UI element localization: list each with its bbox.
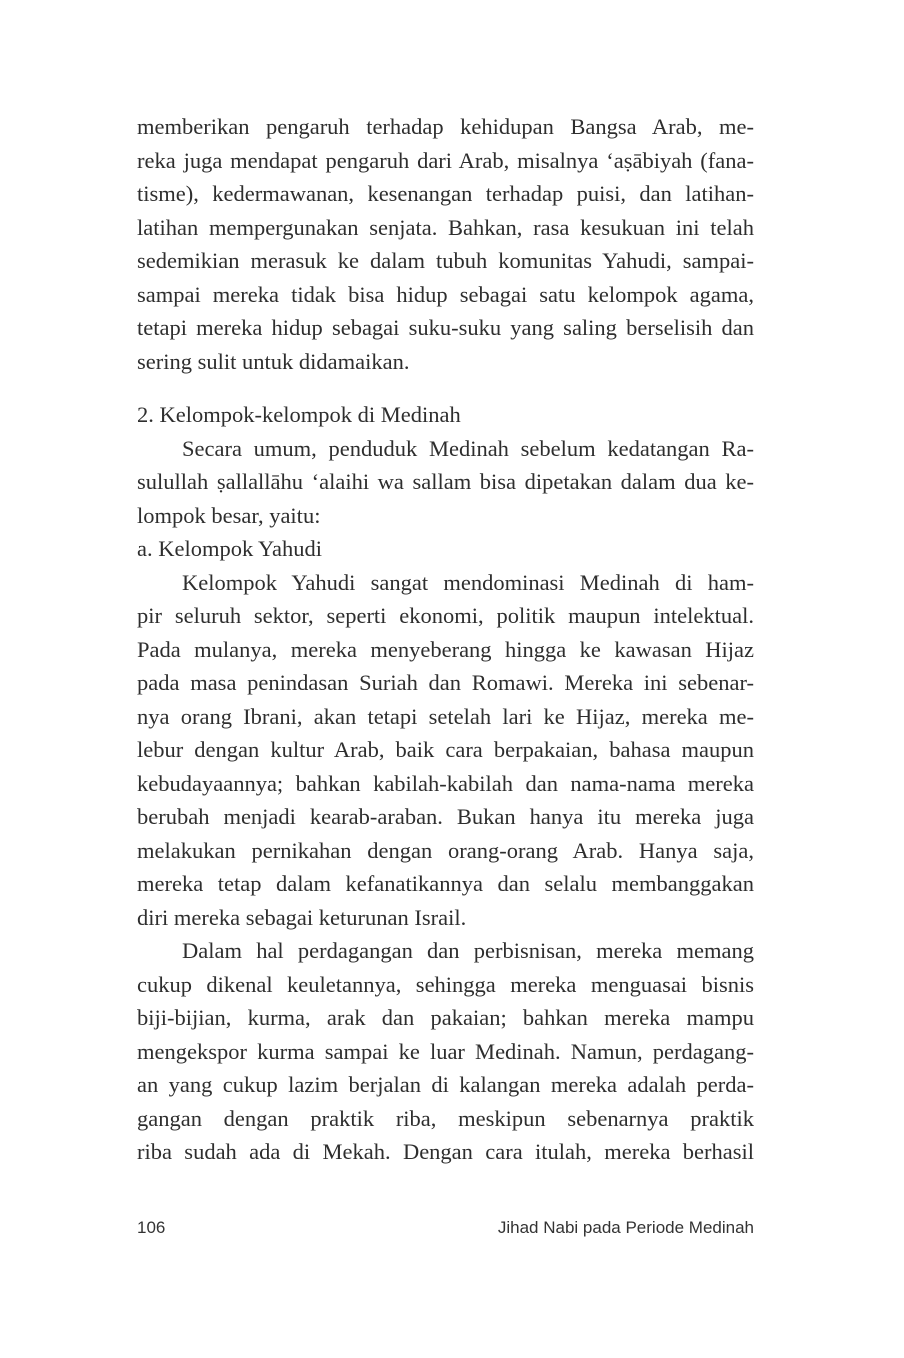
text-line: sulullah ṣallallāhu ‘alaihi wa sallam bisa dipetakan dalam dua ke- — [137, 469, 754, 494]
paragraph — [137, 934, 754, 1169]
text-line: Secara umum, penduduk Medinah sebelum kedatangan Ra- — [182, 435, 754, 461]
text-line: tisme), kedermawanan, kesenangan terhadap puisi, dan latihan- — [137, 181, 754, 206]
text-line: lebur dengan kultur Arab, baik cara berpakaian, bahasa maupun — [137, 737, 754, 762]
text-line: Dalam hal perdagangan dan perbisnisan, mereka memang — [182, 938, 754, 963]
paragraph — [137, 432, 754, 533]
text-line: an yang cukup lazim berjalan di kalangan mereka adalah perda- — [137, 1072, 754, 1097]
text-line: cukup dikenal keuletannya, sehingga mereka menguasai bisnis — [137, 971, 754, 997]
text-line: pir seluruh sektor, seperti ekonomi, politik maupun intelektual. — [137, 603, 754, 628]
text-line: gangan dengan praktik riba, meskipun sebenarnya praktik — [137, 1105, 754, 1131]
text-line: diri mereka sebagai keturunan Israil. — [137, 904, 467, 930]
paragraph — [137, 110, 754, 378]
subsection-heading: a. Kelompok Yahudi — [137, 536, 322, 561]
text-line: biji-bijian, kurma, arak dan pakaian; bahkan mereka mampu — [137, 1005, 754, 1030]
text-line: riba sudah ada di Mekah. Dengan cara itulah, mereka berhasil — [137, 1139, 754, 1164]
text-line: berubah menjadi kearab-araban. Bukan hanya itu mereka juga — [137, 804, 754, 829]
page-body — [137, 110, 754, 1169]
text-line: latihan mempergunakan senjata. Bahkan, rasa kesukuan ini telah — [137, 214, 754, 240]
text-line: Pada mulanya, mereka menyeberang hingga ke kawasan Hijaz — [137, 636, 754, 662]
spacer — [137, 378, 754, 398]
text-line: lompok besar, yaitu: — [137, 502, 321, 528]
text-line: melakukan pernikahan dengan orang-orang Arab. Hanya saja, — [137, 837, 754, 863]
running-title: Jihad Nabi pada Periode Medinah — [497, 1218, 754, 1237]
text-line: sering sulit untuk didamaikan. — [137, 348, 410, 374]
text-line: kebudayaannya; bahkan kabilah-kabilah dan nama-nama mereka — [137, 770, 754, 796]
text-line: tetapi mereka hidup sebagai suku-suku yang saling berselisih dan — [137, 315, 754, 340]
text-line: Kelompok Yahudi sangat mendominasi Medinah di ham- — [182, 569, 754, 595]
text-line: mengekspor kurma sampai ke luar Medinah. Namun, perdagang- — [137, 1038, 754, 1064]
text-line: memberikan pengaruh terhadap kehidupan Bangsa Arab, me- — [137, 114, 754, 139]
text-line: sedemikian merasuk ke dalam tubuh komunitas Yahudi, sampai- — [137, 248, 754, 273]
text-line: nya orang Ibrani, akan tetapi setelah lari ke Hijaz, mereka me- — [137, 703, 754, 729]
text-line: reka juga mendapat pengaruh dari Arab, misalnya ‘aṣābiyah (fana- — [137, 147, 754, 173]
text-line: pada masa penindasan Suriah dan Romawi. Mereka ini sebenar- — [137, 670, 754, 695]
text-line: mereka tetap dalam kefanatikannya dan selalu membanggakan — [137, 871, 754, 896]
text-line: sampai mereka tidak bisa hidup sebagai satu kelompok agama, — [137, 281, 754, 307]
page-number: 106 — [137, 1218, 166, 1237]
paragraph — [137, 566, 754, 935]
section-heading: 2. Kelompok-kelompok di Medinah — [137, 402, 461, 427]
